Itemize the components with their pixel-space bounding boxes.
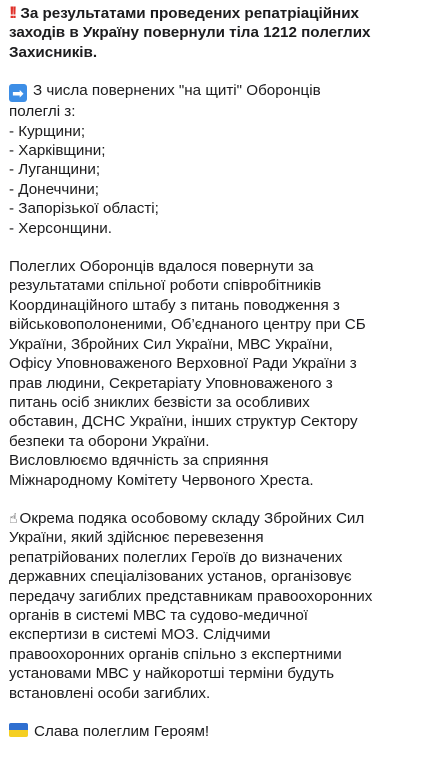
headline-line: Захисників. (9, 43, 98, 61)
paragraph-gap (9, 62, 425, 81)
pointing-hand-icon: ☝ (9, 509, 18, 526)
headline-line: заходів в Україну повернули тіла 1212 полеглих (9, 24, 371, 42)
paragraph-line: обставин, ДСНС України, інших структур Сектору (9, 413, 358, 431)
region-list-item: - Запорізької області; (9, 200, 159, 218)
double-exclamation-icon: !! (9, 3, 15, 22)
paragraph-line: Висловлюємо вдячність за сприяння (9, 452, 269, 470)
region-list-item: - Донеччини; (9, 180, 99, 198)
closing-line (9, 722, 425, 741)
paragraph-line: репатрійованих полеглих Героїв до визначених (9, 548, 343, 566)
regions-intro-line: ➡ З числа повернених "на щиті" Оборонців (9, 81, 425, 102)
paragraph-gap (9, 238, 425, 257)
paragraph-line: Полеглих Оборонців вдалося повернути за (9, 258, 314, 276)
paragraph-line: Офісу Уповноваженого Верховної Ради України з (9, 355, 357, 373)
paragraph-line: ☝ Окрема подяка особовому складу Збройних Сил (9, 509, 365, 527)
regions-paragraph (9, 81, 425, 238)
closing-text: Слава полеглим Героям! (34, 723, 210, 740)
paragraph-line: Координаційного штабу з питань поводження з (9, 296, 340, 314)
cooperation-paragraph (9, 257, 425, 490)
flag-stripe-yellow (9, 730, 28, 737)
paragraph-line: правоохоронних органів спільно з експертними (9, 645, 342, 663)
paragraph-line: передачу загиблих представникам правоохоронних (9, 587, 373, 605)
region-list-item: - Харківщини; (9, 142, 106, 160)
ukraine-flag-icon (9, 723, 28, 737)
paragraph-line: питань осіб зниклих безвісти за особливих (9, 393, 310, 411)
thanks-paragraph (9, 509, 425, 703)
paragraph-line: військовополоненими, Об’єднаного центру при СБ (9, 316, 366, 334)
paragraph-line: прав людини, Секретаріату Уповноваженого з (9, 374, 333, 392)
paragraph-line: встановлені особи загиблих. (9, 684, 211, 702)
region-list-item: - Херсонщини. (9, 219, 112, 237)
paragraph-line: Міжнародному Комітету Червоного Хреста. (9, 471, 314, 489)
paragraph-line: безпеки та оборони України. (9, 432, 210, 450)
paragraph-line: України, який здійснює перевезення (9, 529, 264, 547)
paragraph-line: України, Збройних Сил України, МВС України, (9, 335, 333, 353)
headline-line: !! За результатами проведених репатріаційних (9, 3, 360, 22)
paragraph-gap (9, 703, 425, 722)
flag-stripe-blue (9, 723, 28, 730)
paragraph-line: органів в системі МВС та судово-медичної (9, 606, 308, 624)
paragraph-gap (9, 490, 425, 509)
paragraph-line: результатами спільної роботи співробітників (9, 277, 322, 295)
paragraph-line: експертизи в системі МОЗ. Слідчими (9, 626, 271, 644)
regions-intro-line: полеглі з: (9, 103, 76, 121)
paragraph-line: установами МВС у найкоротші терміни будуть (9, 665, 335, 683)
post-headline (9, 3, 425, 62)
region-list-item: - Луганщини; (9, 161, 101, 179)
paragraph-line: державних спеціалізованих установ, організовує (9, 568, 352, 586)
region-list-item: - Курщини; (9, 122, 86, 140)
right-arrow-icon: ➡ (9, 84, 27, 102)
